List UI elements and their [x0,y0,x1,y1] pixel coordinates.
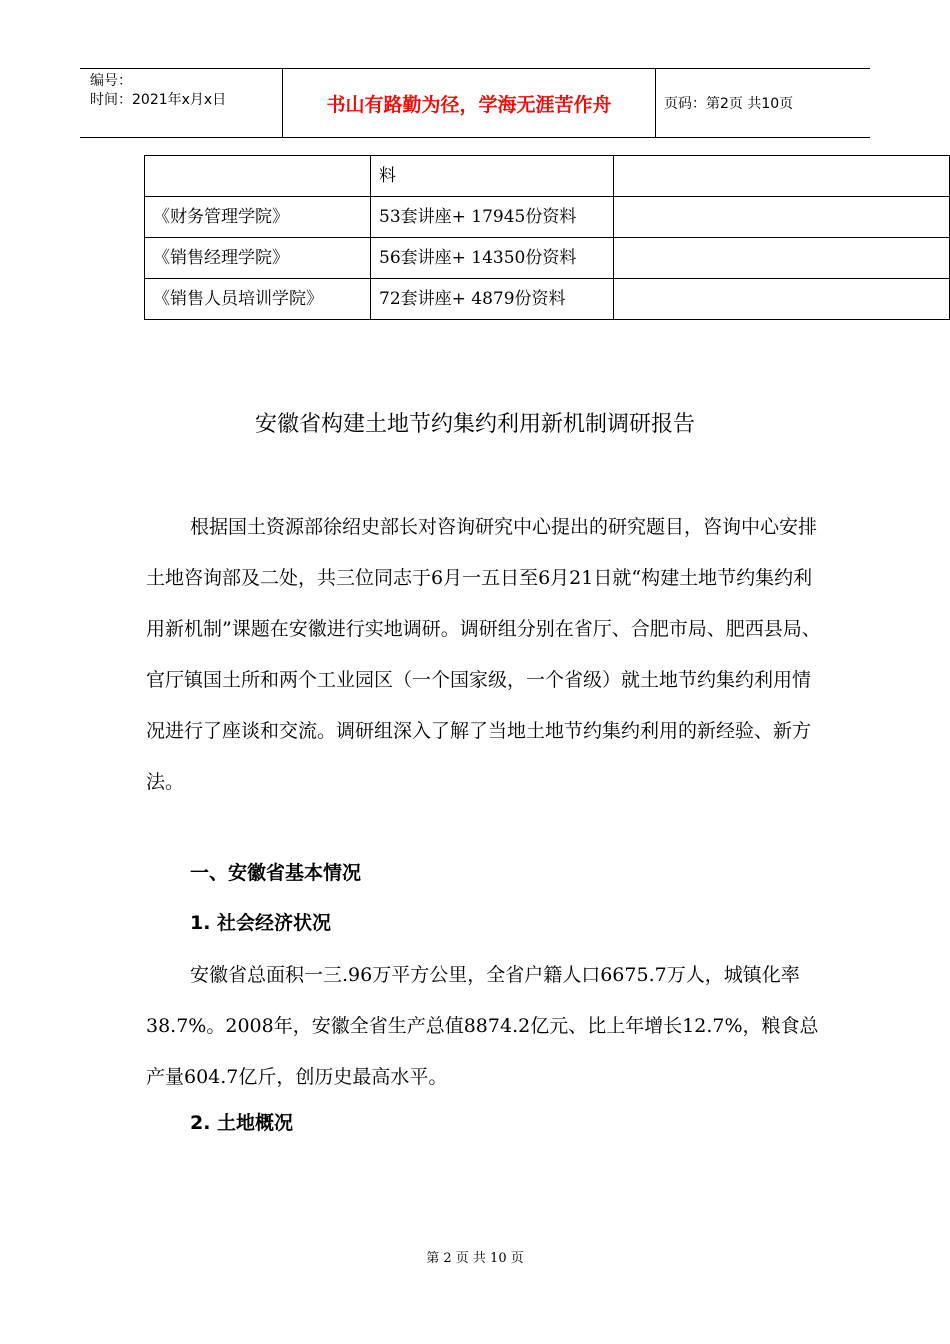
resource-table [144,155,950,320]
header-slogan: 书山有路勤为径，学海无涯苦作舟 [282,69,656,137]
economy-text: 安徽省总面积一三.96万平方公里，全省户籍人口6675.7万人，城镇化率38.7%。2008年，安徽全省生产总值8874.2亿元、比上年增长12.7%，粮食总产量604.7亿斤，创历史最高水平。 [146,964,819,1088]
intro-paragraph [146,502,826,808]
table-row [145,197,950,238]
table-row [145,238,950,279]
table-cell-content: 53套讲座+ 17945份资料 [371,197,614,238]
subsection-heading: 2. 土地概况 [190,1112,294,1134]
page-header [80,68,870,138]
table-cell-extra [614,156,950,197]
header-meta [80,69,282,137]
document-title: 安徽省构建土地节约集约利用新机制调研报告 [254,412,695,437]
intro-text: 根据国土资源部徐绍史部长对咨询研究中心提出的研究题目，咨询中心安排土地咨询部及二处，共三位同志于6月一五日至6月21日就“构建土地节约集约利用新机制”课题在安徽进行实地调研。调研组分别在省厅、合肥市局、肥西县局、官厅镇国土所和两个工业园区（一个国家级，一个省级）就土地节约集约利用情况进行了座谈和交流。调研组深入了解了当地土地节约集约利用的新经验、新方法。 [146,516,821,793]
table-cell-extra [614,279,950,320]
page-footer: 第 2 页 共 10 页 [426,1251,524,1266]
subsection-heading: 1. 社会经济状况 [190,912,332,934]
table-cell-extra [614,197,950,238]
table-row [145,156,950,197]
number-label: 编号： [90,73,132,89]
table-row [145,279,950,320]
table-cell-name: 《财务管理学院》 [145,197,371,238]
time-label: 时间：2021年x月x日 [90,92,227,108]
header-page-label: 页码：第2页 共10页 [664,96,794,112]
table-cell-name [145,156,371,197]
economy-paragraph [146,950,826,1103]
table-cell-extra [614,238,950,279]
table-cell-name: 《销售人员培训学院》 [145,279,371,320]
table-cell-content: 56套讲座+ 14350份资料 [371,238,614,279]
table-cell-content: 72套讲座+ 4879份资料 [371,279,614,320]
section-heading: 一、安徽省基本情况 [190,862,362,884]
table-cell-content: 料 [371,156,614,197]
table-cell-name: 《销售经理学院》 [145,238,371,279]
